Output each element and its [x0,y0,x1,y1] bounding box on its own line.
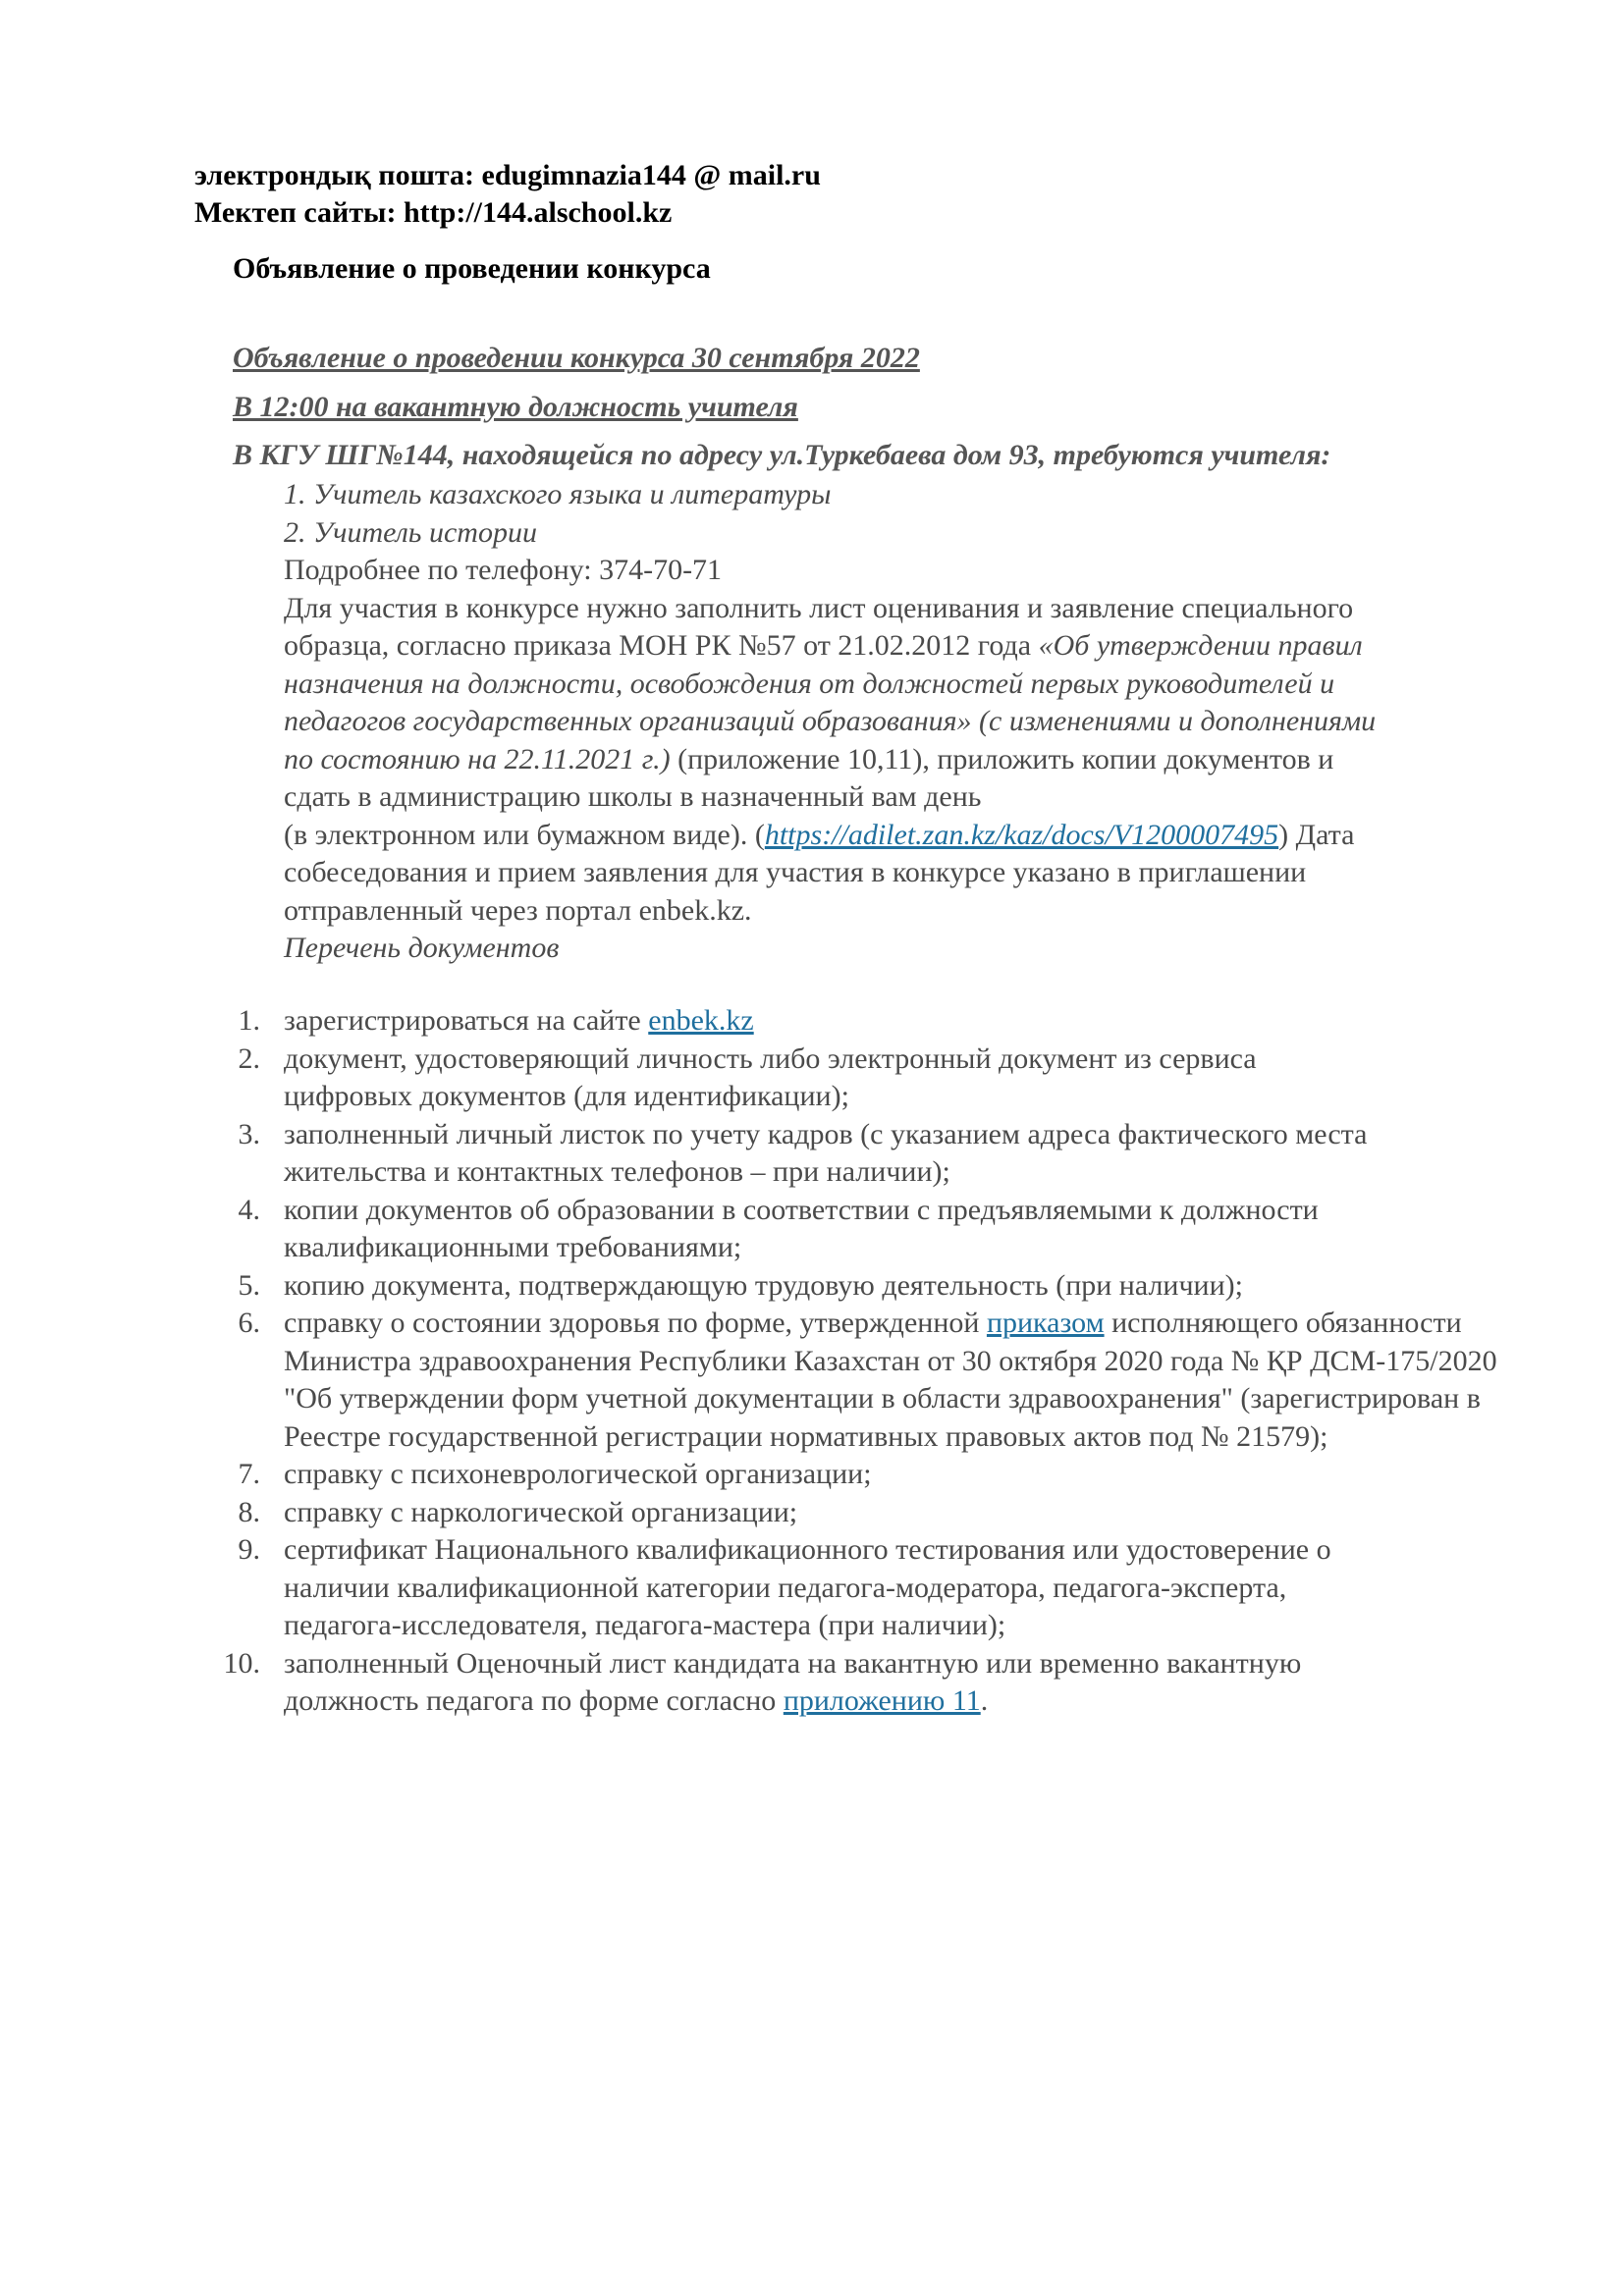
phone-line: Подробнее по телефону: 374-70-71 [284,554,723,586]
list-item: 1. зарегистрироваться на сайте enbek.kz [0,1002,1624,1041]
vacancy-item: 1. Учитель казахского языка и литературы [284,478,832,510]
enbek-link[interactable]: enbek.kz [648,1004,754,1037]
paragraph-line: Для участия в конкурсе нужно заполнить лист оценивания и заявление специального [284,591,1354,624]
list-item: 10. заполненный Оценочный лист кандидата на вакантную или временно вакантную должность педагога по форме согласно приложению 11. [0,1645,1624,1721]
list-item: 3. заполненный личный листок по учету кадров (с указанием адреса фактического места жительства и контактных телефонов – при наличии); [0,1116,1624,1192]
paragraph-line: собеседования и прием заявления для участия в конкурсе указано в приглашении [284,856,1307,888]
list-item-number: 2. [238,1041,260,1075]
email-line: электрондық пошта: edugimnazia144 @ mail.ru [194,159,821,191]
list-item-number: 10. [223,1646,260,1680]
documents-list [0,1002,1624,1721]
documents-list-heading: Перечень документов [284,932,560,964]
paragraph-line: сдать в администрацию школы в назначенный вам день [284,780,982,813]
list-item-number: 1. [238,1004,260,1037]
list-item-number: 5. [238,1268,260,1302]
list-item: 8. справку с наркологической организации; [0,1494,1624,1532]
order-link[interactable]: приказом [986,1307,1105,1339]
paragraph-line: по состоянию на 22.11.2021 г.) (приложение 10,11), приложить копии документов и [284,742,1334,775]
list-item-number: 7. [238,1458,260,1490]
list-item: 9. сертификат Национального квалификационного тестирования или удостоверение о наличии квалификационной категории педагога-модератора, педагога-эксперта, педагога-исследователя, педагога-мастера (при наличии); [0,1531,1624,1645]
list-item: 5. копию документа, подтверждающую трудовую деятельность (при наличии); [0,1267,1624,1306]
list-item: 7. справку с психоневрологической организации; [0,1456,1624,1494]
announcement-body [284,476,1376,968]
announcement-date-subtitle: Объявление о проведении конкурса 30 сентября 2022 [233,342,920,374]
list-item: 2. документ, удостоверяющий личность либо электронный документ из сервиса цифровых документов (для идентификации); [0,1041,1624,1116]
vacancy-item: 2. Учитель истории [284,515,537,549]
paragraph-line: педагогов государственных организаций образования» (с изменениями и дополнениями [284,705,1377,737]
paragraph-line: (в электронном или бумажном виде). (https://adilet.zan.kz/kaz/docs/V1200007495) Дата [284,818,1355,851]
school-site-line: Мектеп сайты: http://144.alschool.kz [194,196,673,229]
list-item-number: 9. [238,1533,260,1566]
announcement-intro: В КГУ ШГ№144, находящейся по адресу ул.Туркебаева дом 93, требуются учителя: [233,439,1331,471]
list-item-number: 4. [238,1193,260,1226]
list-item: 6. справку о состоянии здоровья по форме, утвержденной приказом исполняющего обязанности Министра здравоохранения Республики Казахстан от 30 октября 2020 года № ҚР ДСМ-175/2020 "Об утверждении форм учетной документации в области здравоохранения" (зарегистрирован в Реестре государственной регистрации нормативных правовых актов под № 21579); [0,1305,1624,1456]
list-item-number: 8. [238,1495,260,1528]
list-item: 4. копии документов об образовании в соответствии с предъявляемыми к должности квалификационными требованиями; [0,1192,1624,1267]
appendix-11-link[interactable]: приложению 11 [783,1684,981,1717]
paragraph-line: образца, согласно приказа МОН РК №57 от 21.02.2012 года «Об утверждении правил [284,629,1363,662]
announcement-title: Объявление о проведении конкурса [233,252,711,285]
paragraph-line: отправленный через портал enbek.kz. [284,893,752,927]
adilet-link[interactable]: https://adilet.zan.kz/kaz/docs/V1200007495 [764,818,1279,851]
paragraph-line: назначения на должности, освобождения от должностей первых руководителей и [284,667,1335,700]
list-item-number: 3. [238,1117,260,1150]
announcement-time-subtitle: В 12:00 на вакантную должность учителя [233,391,798,423]
list-item-number: 6. [238,1307,260,1339]
